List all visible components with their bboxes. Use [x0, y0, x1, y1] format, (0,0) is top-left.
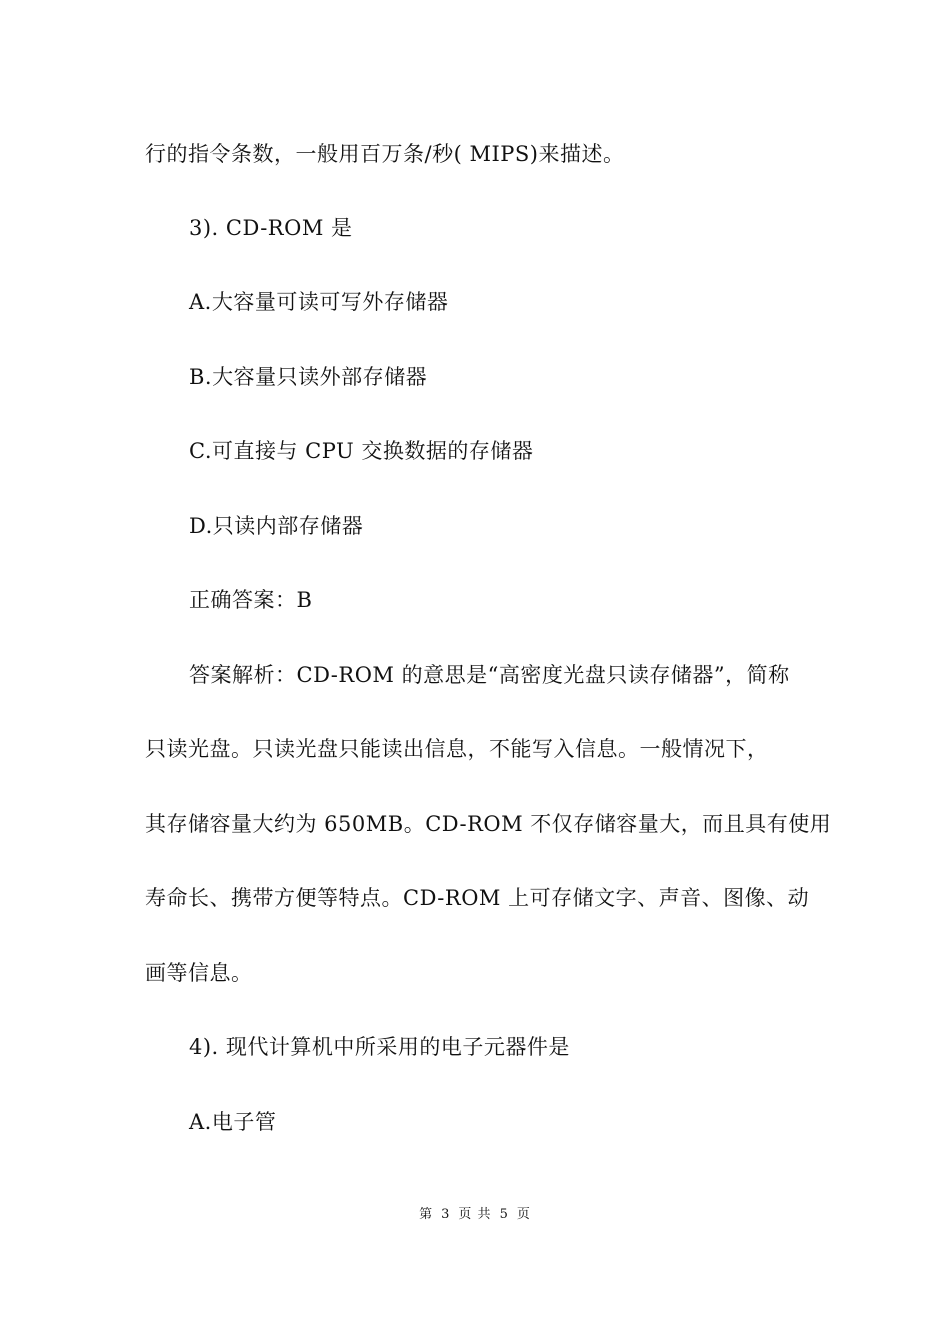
question-3-option-b: B.大容量只读外部存储器 [189, 365, 428, 389]
footer-total-pages: 5 [499, 1207, 509, 1222]
question-4-option-a: A.电子管 [189, 1110, 277, 1134]
question-3-explanation-line-1: 答案解析：CD-ROM 的意思是“高密度光盘只读存储器”，简称 [189, 663, 790, 687]
question-3-option-c: C.可直接与 CPU 交换数据的存储器 [189, 439, 534, 463]
question-4-title: 4). 现代计算机中所采用的电子元器件是 [189, 1035, 570, 1059]
question-3-answer: 正确答案：B [189, 588, 313, 612]
text-line-continuation: 行的指令条数，一般用百万条/秒( MIPS)来描述。 [145, 142, 625, 166]
footer-page-number: 3 [441, 1207, 451, 1222]
question-3-explanation-line-3: 其存储容量大约为 650MB。CD-ROM 不仅存储容量大，而且具有使用 [145, 812, 832, 836]
question-3-explanation-line-4: 寿命长、携带方便等特点。CD-ROM 上可存储文字、声音、图像、动 [145, 886, 810, 910]
question-3-option-a: A.大容量可读可写外存储器 [189, 290, 449, 314]
question-3-explanation-line-5: 画等信息。 [145, 961, 253, 985]
page-footer [0, 1206, 950, 1224]
question-3-title: 3). CD-ROM 是 [189, 216, 353, 240]
question-3-explanation-line-2: 只读光盘。只读光盘只能读出信息，不能写入信息。一般情况下， [145, 737, 769, 761]
footer-suffix: 页 [516, 1207, 531, 1222]
footer-middle: 页 共 [458, 1207, 492, 1222]
question-3-option-d: D.只读内部存储器 [189, 514, 364, 538]
footer-prefix: 第 [419, 1207, 434, 1222]
